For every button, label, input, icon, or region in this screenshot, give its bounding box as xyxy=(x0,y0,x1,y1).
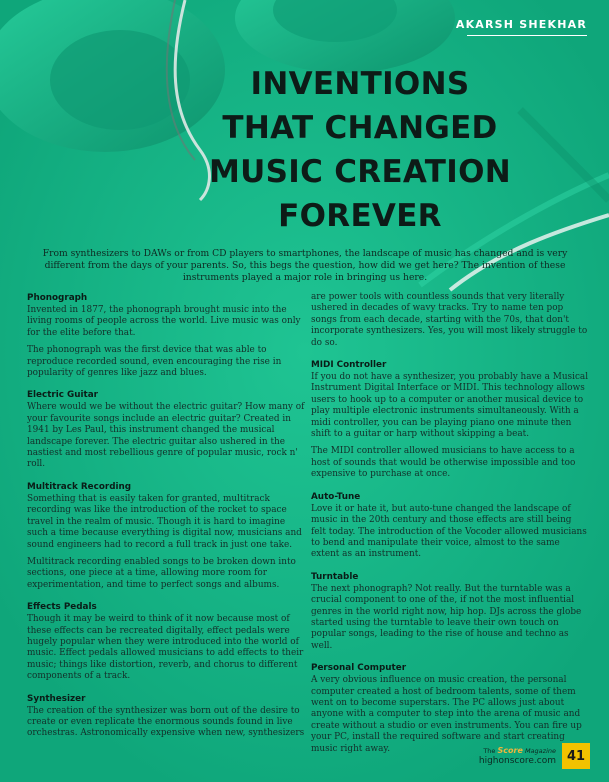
section-heading: Turntable xyxy=(311,571,359,582)
magazine-name xyxy=(478,746,556,756)
section-turntable xyxy=(311,571,589,652)
section-heading: Synthesizer xyxy=(27,693,86,704)
section-heading: Personal Computer xyxy=(311,663,407,674)
section-auto-tune xyxy=(311,491,589,561)
title-line: MUSIC CREATION xyxy=(209,154,511,190)
section-paragraph: Where would we be without the electric guitar? How many of your favourite songs include an electric guitar? Created in 1941 by Les Paul, this instrument changed the musical landscape forever. The electric guitar also ushered in the nastiest and most rebellious genre of popular music, rock n' roll. xyxy=(27,402,305,470)
right-column xyxy=(311,292,589,765)
section-phonograph xyxy=(27,292,305,379)
section-synthesizer-continued xyxy=(311,292,589,349)
title-line: FOREVER xyxy=(278,198,442,234)
section-heading: Effects Pedals xyxy=(27,602,97,613)
section-heading: Auto-Tune xyxy=(311,491,361,502)
section-effects-pedals xyxy=(27,601,305,682)
section-paragraph: Love it or hate it, but auto-tune changed the landscape of music in the 20th century and those effects are still being felt today. The introduction of the Vocoder allowed musicians to bend and manipulate their voice, almost to the same extent as an instrument. xyxy=(311,503,587,560)
section-paragraph: Something that is easily taken for granted, multitrack recording was like the introduction of the rocket to space travel in the realm of music. Though it is hard to imagine such a time because everything is digital now, musicians and sound engineers had to record a full track in just one take. xyxy=(27,493,302,550)
section-paragraph: The MIDI controller allowed musicians to have access to a host of sounds that would be otherwise impossible and too expensive to purchase at once. xyxy=(311,446,576,480)
section-heading: MIDI Controller xyxy=(311,360,387,371)
section-synthesizer xyxy=(27,693,305,740)
section-paragraph: are power tools with countless sounds that very literally ushered in decades of wavy tracks. Try to name ten pop songs from each decade, starting with the 70s, that don't incorporate synthesizers. Yes, you will most likely struggle to do so. xyxy=(311,292,588,348)
section-paragraph: A very obvious influence on music creation, the personal computer created a host of bedroom talents, some of them went on to become superstars. The PC allows just about anyone with a computer to step into the arena of music and create without a studio or even instruments. You can fire up your PC, install the required software and start creating music right away. xyxy=(311,675,582,754)
section-paragraph: Invented in 1877, the phonograph brought music into the living rooms of people across the world. Live music was only for the elite before that. xyxy=(27,305,301,338)
author-name: AKARSH SHEKHAR xyxy=(455,18,587,31)
magazine-word: Magazine xyxy=(524,747,556,755)
section-heading: Multitrack Recording xyxy=(27,481,132,492)
author-underline xyxy=(467,35,587,36)
section-multitrack-recording xyxy=(27,481,305,591)
section-heading: Electric Guitar xyxy=(27,390,99,401)
section-paragraph: Though it may be weird to think of it now because most of these effects can be recreated digitally, effect pedals were hugely popular when they were introduced into the world of music. Effect pedals allowed musicians to add effects to their music; things like distortion, reverb, and chorus to different components of a track. xyxy=(27,614,304,682)
section-paragraph: The creation of the synthesizer was born out of the desire to create or even replicate the enormous sounds found in live orchestras. Astronomically expensive when new, synthesizers xyxy=(27,705,305,739)
article-intro: From synthesizers to DAWs or from CD players to smartphones, the landscape of music has changed and is very different from the days of your parents. So, this begs the question, how did we get here? The invention of these instruments played a major role in bringing us here. xyxy=(42,248,568,283)
title-line: INVENTIONS xyxy=(250,66,470,102)
title-line: THAT CHANGED xyxy=(222,110,498,146)
magazine-brand xyxy=(478,746,556,767)
magazine-url: highonscore.com xyxy=(478,756,556,766)
section-personal-computer xyxy=(311,662,589,755)
section-midi-controller xyxy=(311,359,589,481)
magazine-score: Score xyxy=(497,746,523,755)
section-paragraph: The next phonograph? Not really. But the turntable was a crucial component to one of the, if not the most influential genres in the world right now, hip hop. DJs across the globe started using the turntable to leave their own touch on popular songs, leading to the rise of house and techno as well. xyxy=(311,583,582,651)
article-title xyxy=(200,62,520,238)
section-heading: Phonograph xyxy=(27,293,88,303)
magazine-the: The xyxy=(483,747,496,755)
section-paragraph: If you do not have a synthesizer, you probably have a Musical Instrument Digital Interface or MIDI. This technology allows users to hook up to a computer or another musical device to play multiple electronic instruments simultaneously. With a midi controller, you can be playing piano one minute then shift to a guitar or harp without skipping a beat. xyxy=(311,372,589,440)
left-column xyxy=(27,292,305,750)
section-paragraph: Multitrack recording enabled songs to be broken down into sections, one piece at a time, allowing more room for experimentation, and time to perfect songs and albums. xyxy=(27,556,296,590)
page-number: 41 xyxy=(562,743,590,769)
section-electric-guitar xyxy=(27,389,305,470)
section-paragraph: The phonograph was the first device that was able to reproduce recorded sound, even encouraging the rise in popularity of genres like jazz and blues. xyxy=(27,345,282,379)
